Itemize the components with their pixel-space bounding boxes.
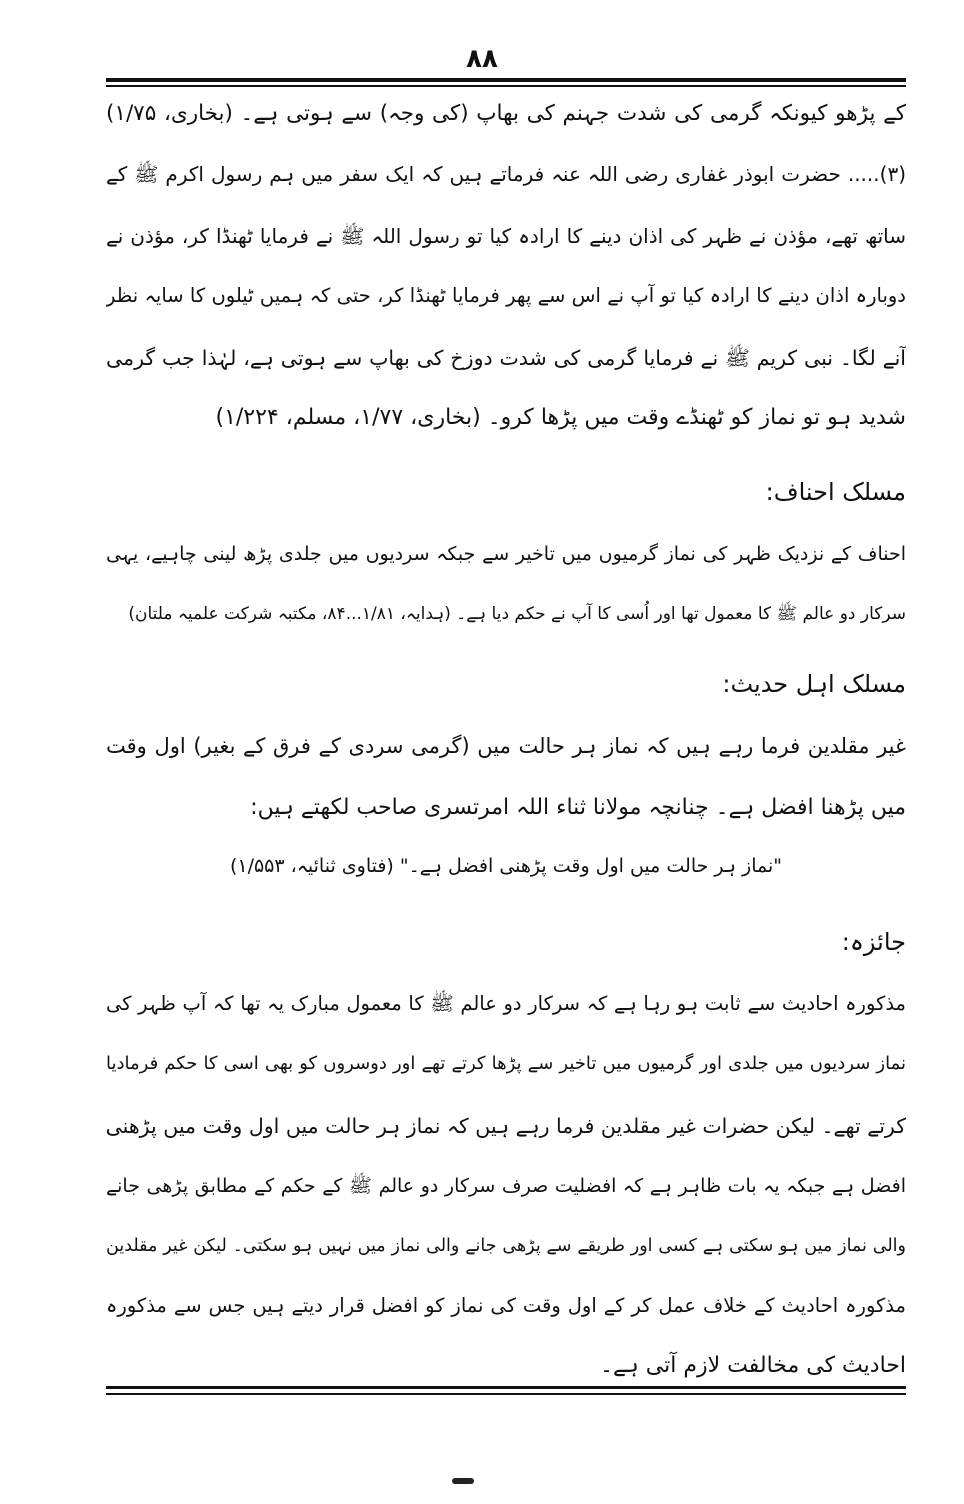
text-line: غیر مقلدین فرما رہے ہیں کہ نماز ہر حالت میں (گرمی سردی کے فرق کے بغیر) اول وقت — [106, 734, 906, 758]
section-heading-ahle-hadith: مسلک اہل حدیث: — [722, 670, 906, 698]
header-rule-thin — [106, 85, 906, 87]
text-line: شدید ہو تو نماز کو ٹھنڈے وقت میں پڑھا کرو۔ (بخاری، ۱/۷۷، مسلم، ۱/۲۲۴) — [215, 405, 906, 430]
text-line: مذکورہ احادیث سے ثابت ہو رہا ہے کہ سرکار دو عالم ﷺ کا معمول مبارک یہ تھا کہ آپ ظہر کی — [106, 992, 906, 1015]
footer-rule-thick — [106, 1386, 906, 1389]
header-rule-thick — [106, 78, 906, 82]
footer-rule-thin — [106, 1393, 906, 1395]
text-line: آنے لگا۔ نبی کریم ﷺ نے فرمایا گرمی کی شدت دوزخ کی بھاپ سے ہوتی ہے، لہٰذا جب گرمی — [106, 346, 906, 370]
section-heading-ahnaf: مسلک احناف: — [765, 478, 906, 506]
text-line: کے پڑھو کیونکہ گرمی کی شدت جہنم کی بھاپ (کی وجہ) سے ہوتی ہے۔ (بخاری، ۱/۷۵) — [106, 101, 906, 126]
quotation: "نماز ہر حالت میں اول وقت پڑھنی افضل ہے۔" (فتاوی ثنائیہ، ۱/۵۵۳) — [229, 855, 783, 877]
text-line: دوبارہ اذان دینے کا ارادہ کیا تو آپ نے اس سے پھر فرمایا ٹھنڈا کر، حتی کہ ہمیں ٹیلوں کا سایہ نظر — [106, 284, 906, 307]
text-line: مذکورہ احادیث کے خلاف عمل کر کے اول وقت کی نماز کو افضل قرار دیتے ہیں جس سے مذکورہ — [106, 1294, 906, 1317]
page-number: ۸۸ — [466, 44, 498, 74]
text-line: ساتھ تھے، مؤذن نے ظہر کی اذان دینے کا ارادہ کیا تو رسول اللہ ﷺ نے فرمایا ٹھنڈا کر، مؤذن نے — [106, 224, 906, 248]
section-heading-jaiza: جائزہ: — [841, 928, 906, 956]
text-line: افضل ہے جبکہ یہ بات ظاہر ہے کہ افضلیت صرف سرکار دو عالم ﷺ کے حکم کے مطابق پڑھی جانے — [106, 1175, 906, 1197]
page-edge-mark — [452, 1478, 474, 1484]
text-line: احناف کے نزدیک ظہر کی نماز گرمیوں میں تاخیر سے جبکہ سردیوں میں جلدی پڑھ لینی چاہیے، یہی — [106, 543, 906, 565]
text-line: والی نماز میں ہو سکتی ہے کسی اور طریقے سے پڑھی جانے والی نماز میں نہیں ہو سکتی۔ لیکن غیر مقلدین — [106, 1236, 906, 1256]
text-line: (۳)..... حضرت ابوذر غفاری رضی اللہ عنہ فرماتے ہیں کہ ایک سفر میں ہم رسول اکرم ﷺ کے — [106, 162, 906, 186]
text-line: احادیث کی مخالفت لازم آتی ہے۔ — [600, 1353, 906, 1378]
text-line: میں پڑھنا افضل ہے۔ چنانچہ مولانا ثناء اللہ امرتسری صاحب لکھتے ہیں: — [250, 795, 906, 820]
text-line: نماز سردیوں میں جلدی اور گرمیوں میں تاخیر سے پڑھا کرتے تھے اور دوسروں کو بھی اسی کا حکم فرمادیا — [106, 1053, 906, 1074]
text-line: کرتے تھے۔ لیکن حضرات غیر مقلدین فرما رہے ہیں کہ نماز ہر حالت میں اول وقت میں پڑھنی — [106, 1114, 906, 1138]
text-line: سرکار دو عالم ﷺ کا معمول تھا اور اُسی کا آپ نے حکم دیا ہے۔ (ہدایہ، ۱/۸۱...۸۴، مکتبہ شرکت علمیہ ملتان) — [128, 604, 906, 624]
